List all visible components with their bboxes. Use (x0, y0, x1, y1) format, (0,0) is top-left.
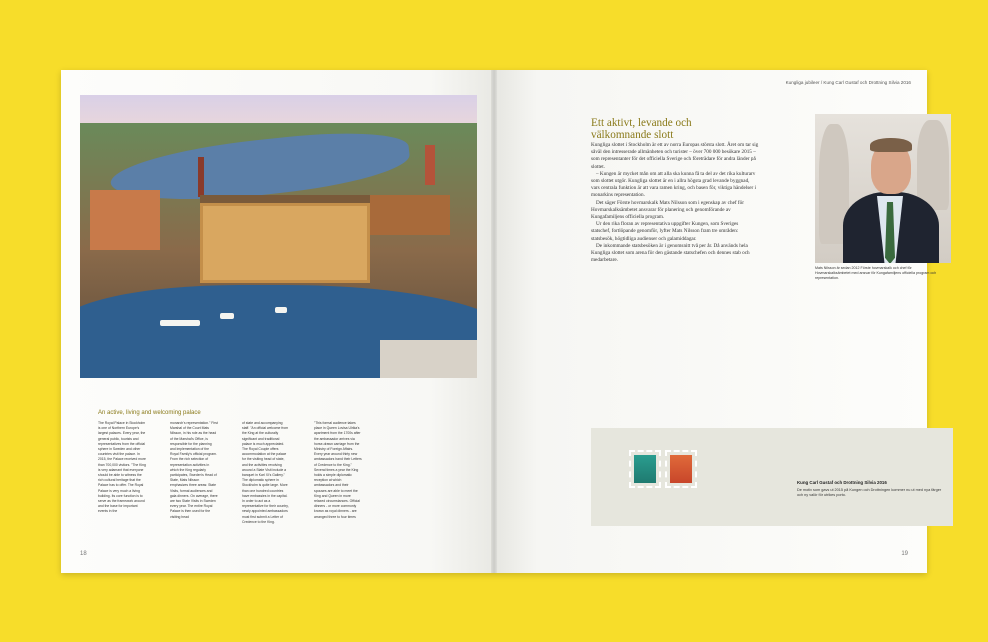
text-column: "This formal audience takes place in Queen Lovisa Ulrika's apartment from the 1700s after the ambassador arrives via horse-drawn carriage from the Ministry of Foreign Affairs. Every year around thirty new ambassadors hand their Letters of Credence to the King." Several times a year the King holds a simple diplomatic reception at which ambassadors and their spouses are able to meet the King and Queen in more relaxed circumstances. Official dinners - or more commonly known as royal dinners - are arranged three to four times (314, 421, 362, 519)
photo-buildings-right (370, 195, 450, 235)
photo-buildings-left (90, 190, 160, 250)
running-head: Kungliga jubileer / Kung Carl Gustaf och Drottning Silvia 2016 (785, 80, 911, 85)
stamp-panel (591, 428, 953, 526)
stamp-queen (665, 450, 697, 488)
paragraph: Ur den rika floran av representativa uppgifter Kungen, som Sveriges statschef, fortlöpande genomför, lyfter Mats Nilsson fram tre områden: statsbesök, högtidliga audienser och galamiddagar. (591, 221, 739, 242)
text-column: of state and accompanying staff. "An official welcome from the King at the culturally significant and traditional palace is much appreciated. The Royal Couple offers accommodation at the palace for the visiting head of state, and the activities revolving around a State Visit include a banquet in Karl XI's Gallery." The diplomatic sphere in Stockholm is quite large. More than one hundred countries have embassies in the capital. In order to act as a representative for their country, newly appointed ambassadors must first submit a Letter of Credence to the King. (242, 421, 289, 524)
stamp-queen-image (670, 455, 692, 483)
article-body (591, 142, 759, 264)
portrait-caption: Mats Nilsson är sedan 2012 Förste hovmarskalk och chef för Hovmarskalksämbetet med ansvar för Kungafamiljens officiella program och representation. (815, 266, 937, 280)
paragraph: De inkommande statsbesöken är i genomsnitt två per år. Då används hela Kungliga slottet som arena för den gästande statschefen och dennes stab och medarbetare. (591, 242, 750, 264)
text-column: monarch's representation." First Marshal of the Court Mats Nilsson, in his role as the head of the Marshal's Office, is responsible for the planning and implementation of the Royal Family's official program. From the rich selection of representation activities in which the King regularly participates, Sweden's Head of State, Mats Nilsson emphasizes three areas: State Visits, formal audiences and gala dinners. On average, there are two State Visits in Sweden every year. The entire Royal Palace is then used for the visiting head (170, 421, 218, 519)
photo-boat (220, 313, 234, 319)
photo-sky (80, 95, 477, 125)
stamp-caption-title: Kung Carl Gustaf och Drottning Silvia 2016 (797, 480, 887, 485)
photo-quay (380, 340, 477, 378)
photo-boat (160, 320, 200, 326)
portrait-hair (870, 138, 912, 152)
photo-boat (275, 307, 287, 313)
photo-city-hall-tower (425, 145, 435, 185)
page-number: 19 (901, 551, 908, 557)
caption-title: An active, living and welcoming palace (98, 410, 201, 416)
page-number: 18 (80, 551, 87, 557)
left-page (61, 70, 494, 573)
spine-gutter (491, 70, 497, 573)
portrait-photo (815, 114, 951, 263)
portrait-statue-right (917, 120, 949, 210)
paragraph: Kungliga slottet i Stockholm är ett av norra Europas största slott. Året om tar sig såväl den intresserade allmänheten och turister – över 700 000 besökare 2015 – som representanter för det officiella Sverige och företrädare för andra länder på slottet. (591, 142, 759, 170)
stamp-caption: De motiv som gavs ut 2015 på Kungen och Drottningen kommer nu ut med nya färger och ny valör för utrikes porto. (797, 488, 942, 497)
paragraph: – Kungen är mycket mån om att alla ska kunna få ta del av det rika kulturarv som slottet utgör. Kungliga slottet är en i allra högsta grad levande byggnad, vars centrala funktion är att vara ramen kring, och basen för, viktiga händelser i monarkins representation. (591, 170, 757, 199)
photo-church-spire (198, 157, 204, 197)
stockholm-aerial-photo (80, 95, 477, 378)
text-column: The Royal Palace in Stockholm is one of Northern Europe's largest palaces. Every year, the general public, tourists and representatives from the official sphere in Sweden and other countries visit the palace. In 2015, the Palace received more than 700,000 visitors. "The King is very adamant that everyone should be able to witness the rich cultural heritage that the Palace has to offer. The Royal Palace is very much a living building. Its core function is to serve as the framework around and the base for important events in the (98, 421, 146, 514)
article-heading: Ett aktivt, levande och välkomnande slott (591, 117, 692, 141)
stamp-king (629, 450, 661, 488)
right-page (494, 70, 942, 573)
magazine-spread (61, 70, 942, 573)
stamp-king-image (634, 455, 656, 483)
paragraph: Det säger Förste hovmarskalk Mats Nilsson som i egenskap av chef för Hovmarskalksämbetet ansvarar för planering och genomförande av Kungafamiljens officiella program. (591, 199, 744, 221)
photo-royal-palace (200, 203, 370, 283)
